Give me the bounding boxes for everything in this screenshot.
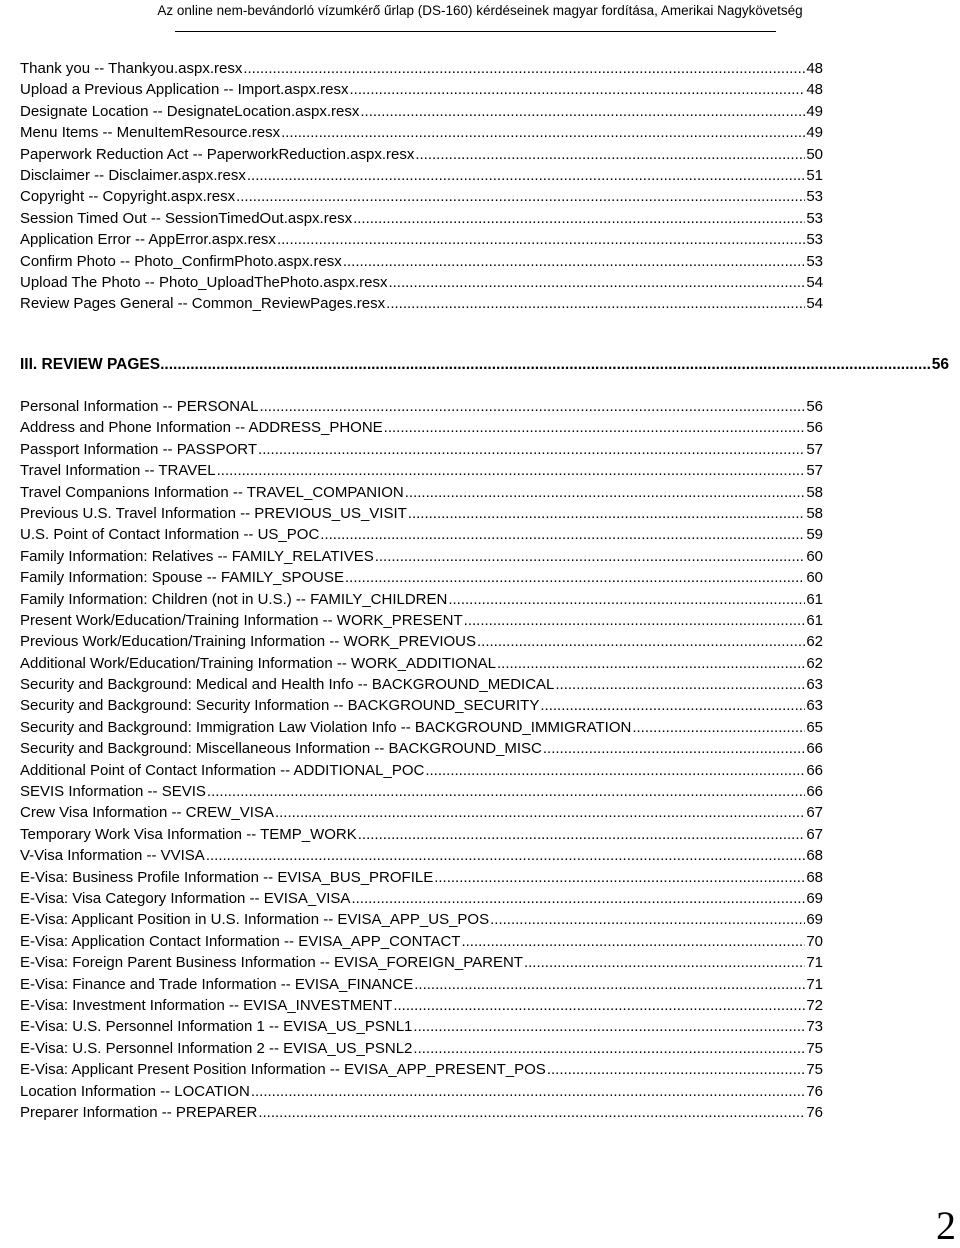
toc-entry-page: 65 [806,718,823,736]
toc-entry[interactable] [20,631,823,652]
toc-entry[interactable] [20,229,823,250]
toc-entry-page: 48 [806,81,823,99]
dot-leader [425,760,805,781]
toc-entry-page: 56 [806,398,823,415]
toc-entry-page: 67 [806,804,823,822]
toc-entry-page: 54 [806,295,823,313]
dot-leader [236,186,805,207]
toc-entry-page: 63 [806,697,823,715]
toc-entry-label: Thank you -- Thankyou.aspx.resx [20,60,243,77]
toc-entry-label: Present Work/Education/Training Information -- WORK_PRESENT [20,611,463,629]
dot-leader [543,738,805,759]
toc-list-review-pages [20,396,823,1123]
dot-leader [540,695,805,716]
toc-entry-page: 67 [806,825,823,843]
toc-entry-page: 62 [806,633,823,651]
toc-entry-label: SEVIS Information -- SEVIS [20,783,206,801]
dot-leader [555,674,805,695]
toc-entry[interactable] [20,867,823,888]
dot-leader [217,460,806,481]
dot-leader [461,931,805,952]
dot-leader [490,909,805,930]
toc-entry[interactable] [20,1102,823,1123]
dot-leader [258,1102,805,1123]
toc-entry-page: 53 [806,188,823,206]
toc-entry-page: 63 [806,676,823,694]
toc-entry-page: 66 [806,740,823,758]
dot-leader [393,995,805,1016]
dot-leader [351,888,805,909]
dot-leader [275,802,805,823]
toc-entry-page: 53 [806,209,823,227]
toc-entry[interactable] [20,824,823,845]
toc-entry[interactable] [20,738,823,759]
section-heading-label: III. REVIEW PAGES [20,356,161,373]
dot-leader [632,717,805,738]
toc-entry[interactable] [20,952,823,973]
toc-entry-page: 48 [806,60,823,77]
toc-entry-page: 53 [806,231,823,249]
toc-entry-label: Disclaimer -- Disclaimer.aspx.resx [20,166,246,184]
toc-entry-label: Family Information: Children (not in U.S.) -- FAMILY_CHILDREN [20,590,448,608]
toc-entry-label: Crew Visa Information -- CREW_VISA [20,804,274,822]
toc-entry[interactable] [20,144,823,165]
toc-entry[interactable] [20,439,823,460]
toc-entry[interactable] [20,1016,823,1037]
toc-entry-page: 72 [806,996,823,1014]
toc-entry-page: 76 [806,1082,823,1100]
toc-entry[interactable] [20,674,823,695]
dot-leader [353,208,805,229]
dot-leader [413,1038,805,1059]
toc-entry-label: Security and Background: Medical and Health Info -- BACKGROUND_MEDICAL [20,676,555,694]
dot-leader [358,824,806,845]
toc-entry-page: 68 [806,847,823,865]
toc-entry-label: Additional Point of Contact Information -- ADDITIONAL_POC [20,761,425,779]
section-heading-review-pages[interactable] [20,355,949,375]
toc-entry[interactable] [20,695,823,716]
toc-entry[interactable] [20,293,823,314]
toc-entry-label: Location Information -- LOCATION [20,1082,250,1100]
toc-entry-label: E-Visa: Applicant Present Position Information -- EVISA_APP_PRESENT_POS [20,1061,546,1079]
toc-entry-label: Temporary Work Visa Information -- TEMP_WORK [20,825,357,843]
toc-entry-label: Previous U.S. Travel Information -- PREVIOUS_US_VISIT [20,504,407,522]
toc-entry-label: E-Visa: Applicant Position in U.S. Information -- EVISA_APP_US_POS [20,911,490,929]
toc-entry-page: 61 [806,611,823,629]
dot-leader [384,417,806,438]
toc-entry[interactable] [20,1038,823,1059]
toc-entry-label: Additional Work/Education/Training Information -- WORK_ADDITIONAL [20,654,497,672]
dot-leader [281,122,805,143]
toc-entry[interactable] [20,1059,823,1080]
dot-leader [477,631,805,652]
toc-entry-label: E-Visa: Finance and Trade Information -- EVISA_FINANCE [20,975,414,993]
toc-entry[interactable] [20,503,823,524]
dot-leader [349,79,805,100]
toc-entry-page: 69 [806,911,823,929]
toc-entry[interactable] [20,524,823,545]
toc-entry[interactable] [20,974,823,995]
dot-leader [547,1059,806,1080]
toc-entry[interactable] [20,417,823,438]
toc-entry-page: 58 [806,483,823,501]
toc-entry-label: Family Information: Relatives -- FAMILY_RELATIVES [20,547,374,565]
dot-leader [320,524,805,545]
toc-entry-page: 58 [806,504,823,522]
toc-entry-label: Personal Information -- PERSONAL [20,398,259,415]
toc-entry[interactable] [20,717,823,738]
toc-entry-label: V-Visa Information -- VVISA [20,847,205,865]
dot-leader [386,293,805,314]
dot-leader [464,610,806,631]
dot-leader [345,567,805,588]
toc-entry-label: Security and Background: Security Information -- BACKGROUND_SECURITY [20,697,540,715]
toc-entry-page: 60 [806,547,823,565]
dot-leader [160,355,932,375]
toc-entry-label: U.S. Point of Contact Information -- US_POC [20,526,320,544]
toc-entry[interactable] [20,482,823,503]
toc-entry-page: 68 [806,868,823,886]
dot-leader [448,589,805,610]
toc-entry[interactable] [20,208,823,229]
toc-entry-page: 61 [806,590,823,608]
toc-entry-page: 49 [806,102,823,120]
toc-entry-label: Previous Work/Education/Training Information -- WORK_PREVIOUS [20,633,476,651]
dot-leader [360,101,805,122]
dot-leader [434,867,805,888]
toc-entry-label: Passport Information -- PASSPORT [20,440,258,458]
toc-entry-label: Review Pages General -- Common_ReviewPages.resx [20,295,386,313]
dot-leader [415,144,805,165]
running-header: Az online nem-bevándorló vízumkérő űrlap (DS-160) kérdéseinek magyar fordítása, Amerikai Nagykövetség [157,3,803,18]
dot-leader [388,272,805,293]
toc-entry-page: 59 [806,526,823,544]
toc-entry[interactable] [20,845,823,866]
toc-entry-label: Menu Items -- MenuItemResource.resx [20,124,281,142]
dot-leader [258,439,805,460]
toc-entry[interactable] [20,1081,823,1102]
toc-entry-label: Confirm Photo -- Photo_ConfirmPhoto.aspx.resx [20,252,342,270]
toc-entry-label: Copyright -- Copyright.aspx.resx [20,188,236,206]
section-heading-page: 56 [931,356,949,373]
dot-leader [206,845,806,866]
toc-entry[interactable] [20,610,823,631]
toc-entry-page: 49 [806,124,823,142]
toc-entry-label: E-Visa: Investment Information -- EVISA_INVESTMENT [20,996,393,1014]
toc-entry-page: 76 [806,1103,823,1121]
toc-entry-label: Family Information: Spouse -- FAMILY_SPOUSE [20,569,345,587]
toc-entry[interactable] [20,272,823,293]
dot-leader [243,58,805,79]
toc-entry-page: 71 [806,975,823,993]
toc-entry-label: Security and Background: Miscellaneous Information -- BACKGROUND_MISC [20,740,542,758]
toc-entry-page: 69 [806,889,823,907]
toc-entry[interactable] [20,79,823,100]
toc-entry-page: 57 [806,462,823,480]
dot-leader [405,482,806,503]
toc-entry-page: 62 [806,654,823,672]
toc-list-top [20,58,823,315]
toc-entry-label: Travel Information -- TRAVEL [20,462,216,480]
toc-entry[interactable] [20,251,823,272]
toc-entry[interactable] [20,58,823,79]
dot-leader [247,165,805,186]
dot-leader [251,1081,806,1102]
toc-entry-label: Application Error -- AppError.aspx.resx [20,231,276,249]
toc-entry-label: Travel Companions Information -- TRAVEL_COMPANION [20,483,404,501]
toc-entry-page: 66 [806,761,823,779]
toc-entry-page: 56 [806,419,823,437]
toc-entry[interactable] [20,460,823,481]
dot-leader [259,396,805,417]
toc-entry[interactable] [20,653,823,674]
toc-entry-page: 60 [806,569,823,587]
toc-entry[interactable] [20,760,823,781]
toc-entry-page: 57 [806,440,823,458]
toc-entry-label: Security and Background: Immigration Law Violation Info -- BACKGROUND_IMMIGRATION [20,718,632,736]
toc-entry-label: Address and Phone Information -- ADDRESS_PHONE [20,419,383,437]
toc-entry-label: E-Visa: Visa Category Information -- EVISA_VISA [20,889,351,907]
toc-entry[interactable] [20,165,823,186]
toc-entry-label: Upload a Previous Application -- Import.aspx.resx [20,81,349,99]
toc-entry[interactable] [20,589,823,610]
toc-entry-label: Designate Location -- DesignateLocation.aspx.resx [20,102,360,120]
toc-entry[interactable] [20,802,823,823]
dot-leader [343,251,806,272]
toc-entry[interactable] [20,909,823,930]
toc-entry-label: Upload The Photo -- Photo_UploadThePhoto.aspx.resx [20,273,388,291]
toc-entry-page: 53 [806,252,823,270]
toc-entry-page: 75 [806,1061,823,1079]
toc-entry-page: 54 [806,273,823,291]
toc-entry[interactable] [20,396,823,417]
toc-entry-page: 66 [806,783,823,801]
dot-leader [497,653,805,674]
toc-entry[interactable] [20,781,823,802]
dot-leader [207,781,805,802]
toc-entry-page: 51 [806,166,823,184]
toc-entry[interactable] [20,931,823,952]
dot-leader [277,229,805,250]
toc-entry[interactable] [20,888,823,909]
toc-entry-label: Session Timed Out -- SessionTimedOut.aspx.resx [20,209,353,227]
toc-entry-page: 71 [806,954,823,972]
toc-entry-label: Preparer Information -- PREPARER [20,1103,258,1121]
toc-entry-page: 50 [806,145,823,163]
toc-entry-label: Paperwork Reduction Act -- PaperworkReduction.aspx.resx [20,145,415,163]
toc-entry[interactable] [20,186,823,207]
toc-entry-label: E-Visa: Application Contact Information -- EVISA_APP_CONTACT [20,932,461,950]
dot-leader [414,974,805,995]
dot-leader [524,952,805,973]
toc-entry-page: 75 [806,1039,823,1057]
toc-entry-label: E-Visa: U.S. Personnel Information 2 -- EVISA_US_PSNL2 [20,1039,413,1057]
toc-entry[interactable] [20,546,823,567]
toc-entry[interactable] [20,122,823,143]
header-rule [175,31,776,32]
toc-entry[interactable] [20,995,823,1016]
toc-entry[interactable] [20,567,823,588]
page-number: 2 [936,1203,956,1248]
dot-leader [408,503,806,524]
toc-entry-label: E-Visa: U.S. Personnel Information 1 -- EVISA_US_PSNL1 [20,1018,413,1036]
toc-entry[interactable] [20,101,823,122]
toc-entry-page: 73 [806,1018,823,1036]
toc-entry-label: E-Visa: Business Profile Information -- EVISA_BUS_PROFILE [20,868,434,886]
dot-leader [375,546,806,567]
toc-entry-label: E-Visa: Foreign Parent Business Information -- EVISA_FOREIGN_PARENT [20,954,523,972]
toc-entry-page: 70 [806,932,823,950]
dot-leader [413,1016,805,1037]
